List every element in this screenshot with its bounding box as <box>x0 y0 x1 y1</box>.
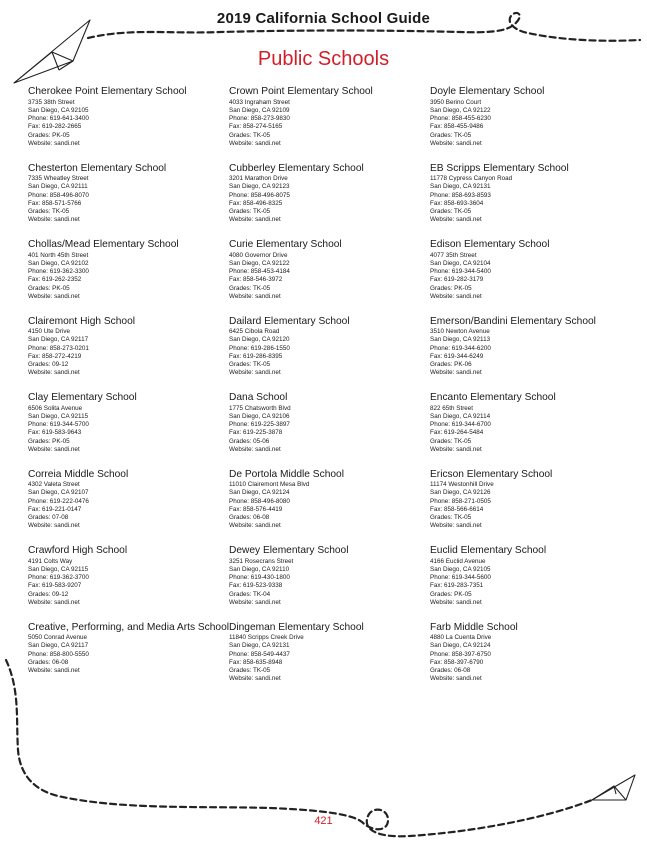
school-name: Emerson/Bandini Elementary School <box>430 315 596 327</box>
school-name: Correia Middle School <box>28 468 129 480</box>
school-phone: Phone: 619-286-1550 <box>229 344 290 352</box>
school-website[interactable]: Website: sandi.net <box>229 675 281 683</box>
school-street: 4302 Valeta Street <box>28 481 80 488</box>
school-name: EB Scripps Elementary School <box>430 162 569 174</box>
school-website[interactable]: Website: sandi.net <box>28 667 80 675</box>
school-entry <box>28 545 229 622</box>
school-city: San Diego, CA 92126 <box>430 489 491 497</box>
school-phone: Phone: 858-693-8593 <box>430 191 491 199</box>
school-phone: Phone: 619-344-6700 <box>430 421 491 429</box>
school-website[interactable]: Website: sandi.net <box>229 445 281 453</box>
school-fax: Fax: 619-264-5484 <box>430 429 484 437</box>
school-name: Cubberley Elementary School <box>229 162 364 174</box>
school-website[interactable]: Website: sandi.net <box>430 522 482 530</box>
school-entry <box>28 622 229 699</box>
school-street: 5050 Conrad Avenue <box>28 634 88 641</box>
school-street: 4077 35th Street <box>430 251 477 259</box>
school-name: Clay Elementary School <box>28 392 137 403</box>
school-entry <box>430 545 628 622</box>
school-street: 4033 Ingraham Street <box>229 98 290 106</box>
school-website[interactable]: Website: sandi.net <box>229 216 281 224</box>
school-grades: Grades: TK-05 <box>430 208 472 216</box>
school-street: 11174 Westonhill Drive <box>430 481 494 488</box>
school-street: 4080 Governor Drive <box>229 251 288 259</box>
school-name: Ericson Elementary School <box>430 468 553 480</box>
school-entry <box>430 239 628 316</box>
school-phone: Phone: 858-800-5550 <box>28 650 89 658</box>
document-title: 2019 California School Guide <box>216 10 431 27</box>
school-phone: Phone: 619-641-3400 <box>28 115 89 123</box>
school-entry <box>229 545 430 622</box>
school-name: Creative, Performing, and Media Arts School <box>28 621 230 633</box>
school-phone: Phone: 858-271-0505 <box>430 497 491 505</box>
school-entry <box>28 392 229 469</box>
school-street: 4166 Euclid Avenue <box>430 557 486 565</box>
school-website[interactable]: Website: sandi.net <box>28 139 80 147</box>
school-city: San Diego, CA 92122 <box>229 259 290 267</box>
school-grades: Grades: TK-05 <box>229 361 271 369</box>
school-city: San Diego, CA 92123 <box>229 183 290 191</box>
school-fax: Fax: 619-282-2665 <box>28 123 82 131</box>
school-street: 3251 Rosecrans Street <box>229 557 294 565</box>
school-city: San Diego, CA 92113 <box>430 336 491 344</box>
school-website[interactable]: Website: sandi.net <box>430 598 482 606</box>
school-name: Doyle Elementary School <box>430 86 545 97</box>
school-entry <box>28 469 229 546</box>
school-grades: Grades: TK-05 <box>229 208 271 216</box>
school-fax: Fax: 619-344-6249 <box>430 352 484 360</box>
school-website[interactable]: Website: sandi.net <box>28 292 80 300</box>
school-phone: Phone: 858-496-8070 <box>28 191 89 199</box>
school-city: San Diego, CA 92124 <box>229 489 290 497</box>
school-grades: Grades: 07-08 <box>28 514 69 522</box>
school-street: 4191 Colts Way <box>28 557 73 565</box>
school-name: Curie Elementary School <box>229 239 342 250</box>
school-phone: Phone: 858-496-8080 <box>229 497 290 505</box>
school-website[interactable]: Website: sandi.net <box>430 369 482 377</box>
school-phone: Phone: 619-225-3897 <box>229 421 290 429</box>
school-website[interactable]: Website: sandi.net <box>229 598 281 606</box>
school-grades: Grades: TK-04 <box>229 590 271 598</box>
school-phone: Phone: 619-344-5600 <box>430 574 491 582</box>
school-name: Cherokee Point Elementary School <box>28 86 187 97</box>
school-phone: Phone: 619-344-5400 <box>430 268 491 276</box>
school-website[interactable]: Website: sandi.net <box>28 522 80 530</box>
school-fax: Fax: 858-274-5165 <box>229 123 283 131</box>
school-grades: Grades: TK-05 <box>430 131 472 139</box>
school-city: San Diego, CA 92106 <box>229 412 290 420</box>
school-phone: Phone: 619-362-3300 <box>28 268 89 276</box>
school-phone: Phone: 858-397-6750 <box>430 650 491 658</box>
school-phone: Phone: 858-455-6230 <box>430 115 491 123</box>
school-street: 6425 Cibola Road <box>229 328 280 335</box>
school-name: Dana School <box>229 392 288 403</box>
school-name: Euclid Elementary School <box>430 545 547 556</box>
school-street: 3950 Berino Court <box>430 98 482 106</box>
school-city: San Diego, CA 92104 <box>430 259 491 267</box>
school-fax: Fax: 858-546-3972 <box>229 276 283 284</box>
school-fax: Fax: 619-583-9643 <box>28 429 82 437</box>
school-city: San Diego, CA 92131 <box>229 642 290 650</box>
school-entry <box>229 392 430 469</box>
school-grades: Grades: PK-05 <box>430 284 472 292</box>
school-city: San Diego, CA 92109 <box>229 106 290 114</box>
school-grades: Grades: TK-05 <box>229 284 271 292</box>
school-website[interactable]: Website: sandi.net <box>430 675 482 683</box>
school-website[interactable]: Website: sandi.net <box>28 598 80 606</box>
school-city: San Diego, CA 92122 <box>430 106 491 114</box>
school-entry <box>430 469 628 546</box>
school-fax: Fax: 619-286-8395 <box>229 352 283 360</box>
school-entry <box>28 239 229 316</box>
school-city: San Diego, CA 92115 <box>28 412 89 420</box>
school-website[interactable]: Website: sandi.net <box>430 292 482 300</box>
school-grades: Grades: PK-05 <box>28 437 70 445</box>
school-grades: Grades: TK-05 <box>229 131 271 139</box>
school-city: San Diego, CA 92117 <box>28 642 89 650</box>
school-entry <box>229 239 430 316</box>
school-grades: Grades: 06-08 <box>229 514 270 522</box>
school-city: San Diego, CA 92131 <box>430 183 491 191</box>
school-fax: Fax: 858-455-9486 <box>430 123 484 131</box>
school-name: Chesterton Elementary School <box>28 162 167 174</box>
school-grades: Grades: TK-05 <box>229 667 271 675</box>
school-fax: Fax: 619-583-9207 <box>28 582 82 590</box>
school-fax: Fax: 619-225-3878 <box>229 429 283 437</box>
school-fax: Fax: 858-496-8325 <box>229 199 283 207</box>
school-street: 11778 Cypress Canyon Road <box>430 175 513 182</box>
school-street: 1775 Chatsworth Blvd <box>229 404 291 412</box>
school-website[interactable]: Website: sandi.net <box>28 445 80 453</box>
school-entry <box>229 316 430 393</box>
school-phone: Phone: 858-453-4184 <box>229 268 290 276</box>
school-phone: Phone: 619-430-1800 <box>229 574 290 582</box>
school-grades: Grades: 06-08 <box>430 667 471 675</box>
school-city: San Diego, CA 92110 <box>229 565 290 573</box>
school-fax: Fax: 619-221-0147 <box>28 505 82 513</box>
school-street: 401 North 45th Street <box>28 251 89 259</box>
school-website[interactable]: Website: sandi.net <box>229 369 281 377</box>
school-street: 11840 Scripps Creek Drive <box>229 634 304 641</box>
school-grades: Grades: PK-06 <box>430 361 472 369</box>
school-name: De Portola Middle School <box>229 468 344 480</box>
school-entry <box>430 316 628 393</box>
page-number: 421 <box>314 815 333 827</box>
school-website[interactable]: Website: sandi.net <box>229 292 281 300</box>
school-website[interactable]: Website: sandi.net <box>28 369 80 377</box>
school-website[interactable]: Website: sandi.net <box>229 139 281 147</box>
paper-plane-icon <box>592 775 635 800</box>
school-entry <box>229 86 430 163</box>
school-name: Dingeman Elementary School <box>229 621 364 633</box>
school-city: San Diego, CA 92117 <box>28 336 89 344</box>
school-fax: Fax: 619-262-2352 <box>28 276 82 284</box>
school-name: Clairemont High School <box>28 315 136 327</box>
school-city: San Diego, CA 92115 <box>28 565 89 573</box>
school-name: Crawford High School <box>28 545 128 556</box>
school-fax: Fax: 858-576-4419 <box>229 505 283 513</box>
school-entry <box>430 163 628 240</box>
school-city: San Diego, CA 92114 <box>430 412 491 420</box>
school-fax: Fax: 858-272-4219 <box>28 352 82 360</box>
school-phone: Phone: 858-273-9830 <box>229 115 290 123</box>
school-city: San Diego, CA 92120 <box>229 336 290 344</box>
school-city: San Diego, CA 92124 <box>430 642 491 650</box>
school-city: San Diego, CA 92102 <box>28 259 89 267</box>
school-entry <box>28 316 229 393</box>
school-grades: Grades: 05-06 <box>229 437 270 445</box>
school-website[interactable]: Website: sandi.net <box>430 216 482 224</box>
school-website[interactable]: Website: sandi.net <box>430 139 482 147</box>
school-entry <box>229 163 430 240</box>
school-name: Farb Middle School <box>430 621 518 633</box>
school-website[interactable]: Website: sandi.net <box>430 445 482 453</box>
school-name: Crown Point Elementary School <box>229 86 373 97</box>
school-name: Edison Elementary School <box>430 239 550 250</box>
school-street: 3510 Newton Avenue <box>430 328 490 335</box>
school-grades: Grades: PK-05 <box>430 590 472 598</box>
school-street: 7335 Wheatley Street <box>28 175 89 182</box>
school-grades: Grades: 09-12 <box>28 361 69 369</box>
school-website[interactable]: Website: sandi.net <box>229 522 281 530</box>
school-street: 6506 Solita Avenue <box>28 404 83 412</box>
school-fax: Fax: 858-397-6790 <box>430 658 484 666</box>
school-fax: Fax: 619-282-3179 <box>430 276 484 284</box>
school-street: 3201 Marathon Drive <box>229 175 288 182</box>
school-fax: Fax: 858-571-5766 <box>28 199 82 207</box>
school-name: Dewey Elementary School <box>229 545 349 556</box>
school-phone: Phone: 619-222-0476 <box>28 497 89 505</box>
school-street: 4880 La Cuenta Drive <box>430 634 492 641</box>
school-fax: Fax: 858-693-3604 <box>430 199 484 207</box>
school-fax: Fax: 619-283-7351 <box>430 582 484 590</box>
school-street: 4150 Ute Drive <box>28 328 70 335</box>
school-entry <box>430 622 628 699</box>
school-entry <box>229 622 430 699</box>
school-grades: Grades: TK-05 <box>430 437 472 445</box>
school-phone: Phone: 619-344-6200 <box>430 344 491 352</box>
school-directory <box>28 86 628 698</box>
school-name: Dailard Elementary School <box>229 315 350 327</box>
school-entry <box>430 86 628 163</box>
school-city: San Diego, CA 92111 <box>28 183 88 191</box>
school-grades: Grades: PK-05 <box>28 131 70 139</box>
school-grades: Grades: 06-08 <box>28 658 69 666</box>
school-fax: Fax: 858-566-6614 <box>430 505 484 513</box>
school-entry <box>28 86 229 163</box>
school-phone: Phone: 858-549-4437 <box>229 650 290 658</box>
school-city: San Diego, CA 92105 <box>430 565 491 573</box>
section-title: Public Schools <box>257 48 390 70</box>
school-phone: Phone: 619-362-3700 <box>28 574 89 582</box>
school-grades: Grades: 09-12 <box>28 590 69 598</box>
school-city: San Diego, CA 92107 <box>28 489 89 497</box>
school-grades: Grades: TK-05 <box>430 514 472 522</box>
school-fax: Fax: 619-523-9338 <box>229 582 283 590</box>
school-phone: Phone: 858-496-8075 <box>229 191 290 199</box>
school-phone: Phone: 858-273-0201 <box>28 344 89 352</box>
school-fax: Fax: 858-635-8948 <box>229 658 283 666</box>
school-entry <box>430 392 628 469</box>
school-city: San Diego, CA 92105 <box>28 106 89 114</box>
school-website[interactable]: Website: sandi.net <box>28 216 80 224</box>
school-name: Encanto Elementary School <box>430 392 556 403</box>
school-entry <box>28 163 229 240</box>
school-grades: Grades: PK-05 <box>28 284 70 292</box>
school-entry <box>229 469 430 546</box>
school-street: 11010 Clairemont Mesa Blvd <box>229 481 310 488</box>
school-name: Chollas/Mead Elementary School <box>28 239 179 250</box>
school-phone: Phone: 619-344-5700 <box>28 421 89 429</box>
school-street: 3735 38th Street <box>28 98 75 106</box>
school-grades: Grades: TK-05 <box>28 208 70 216</box>
school-street: 822 65th Street <box>430 404 474 412</box>
